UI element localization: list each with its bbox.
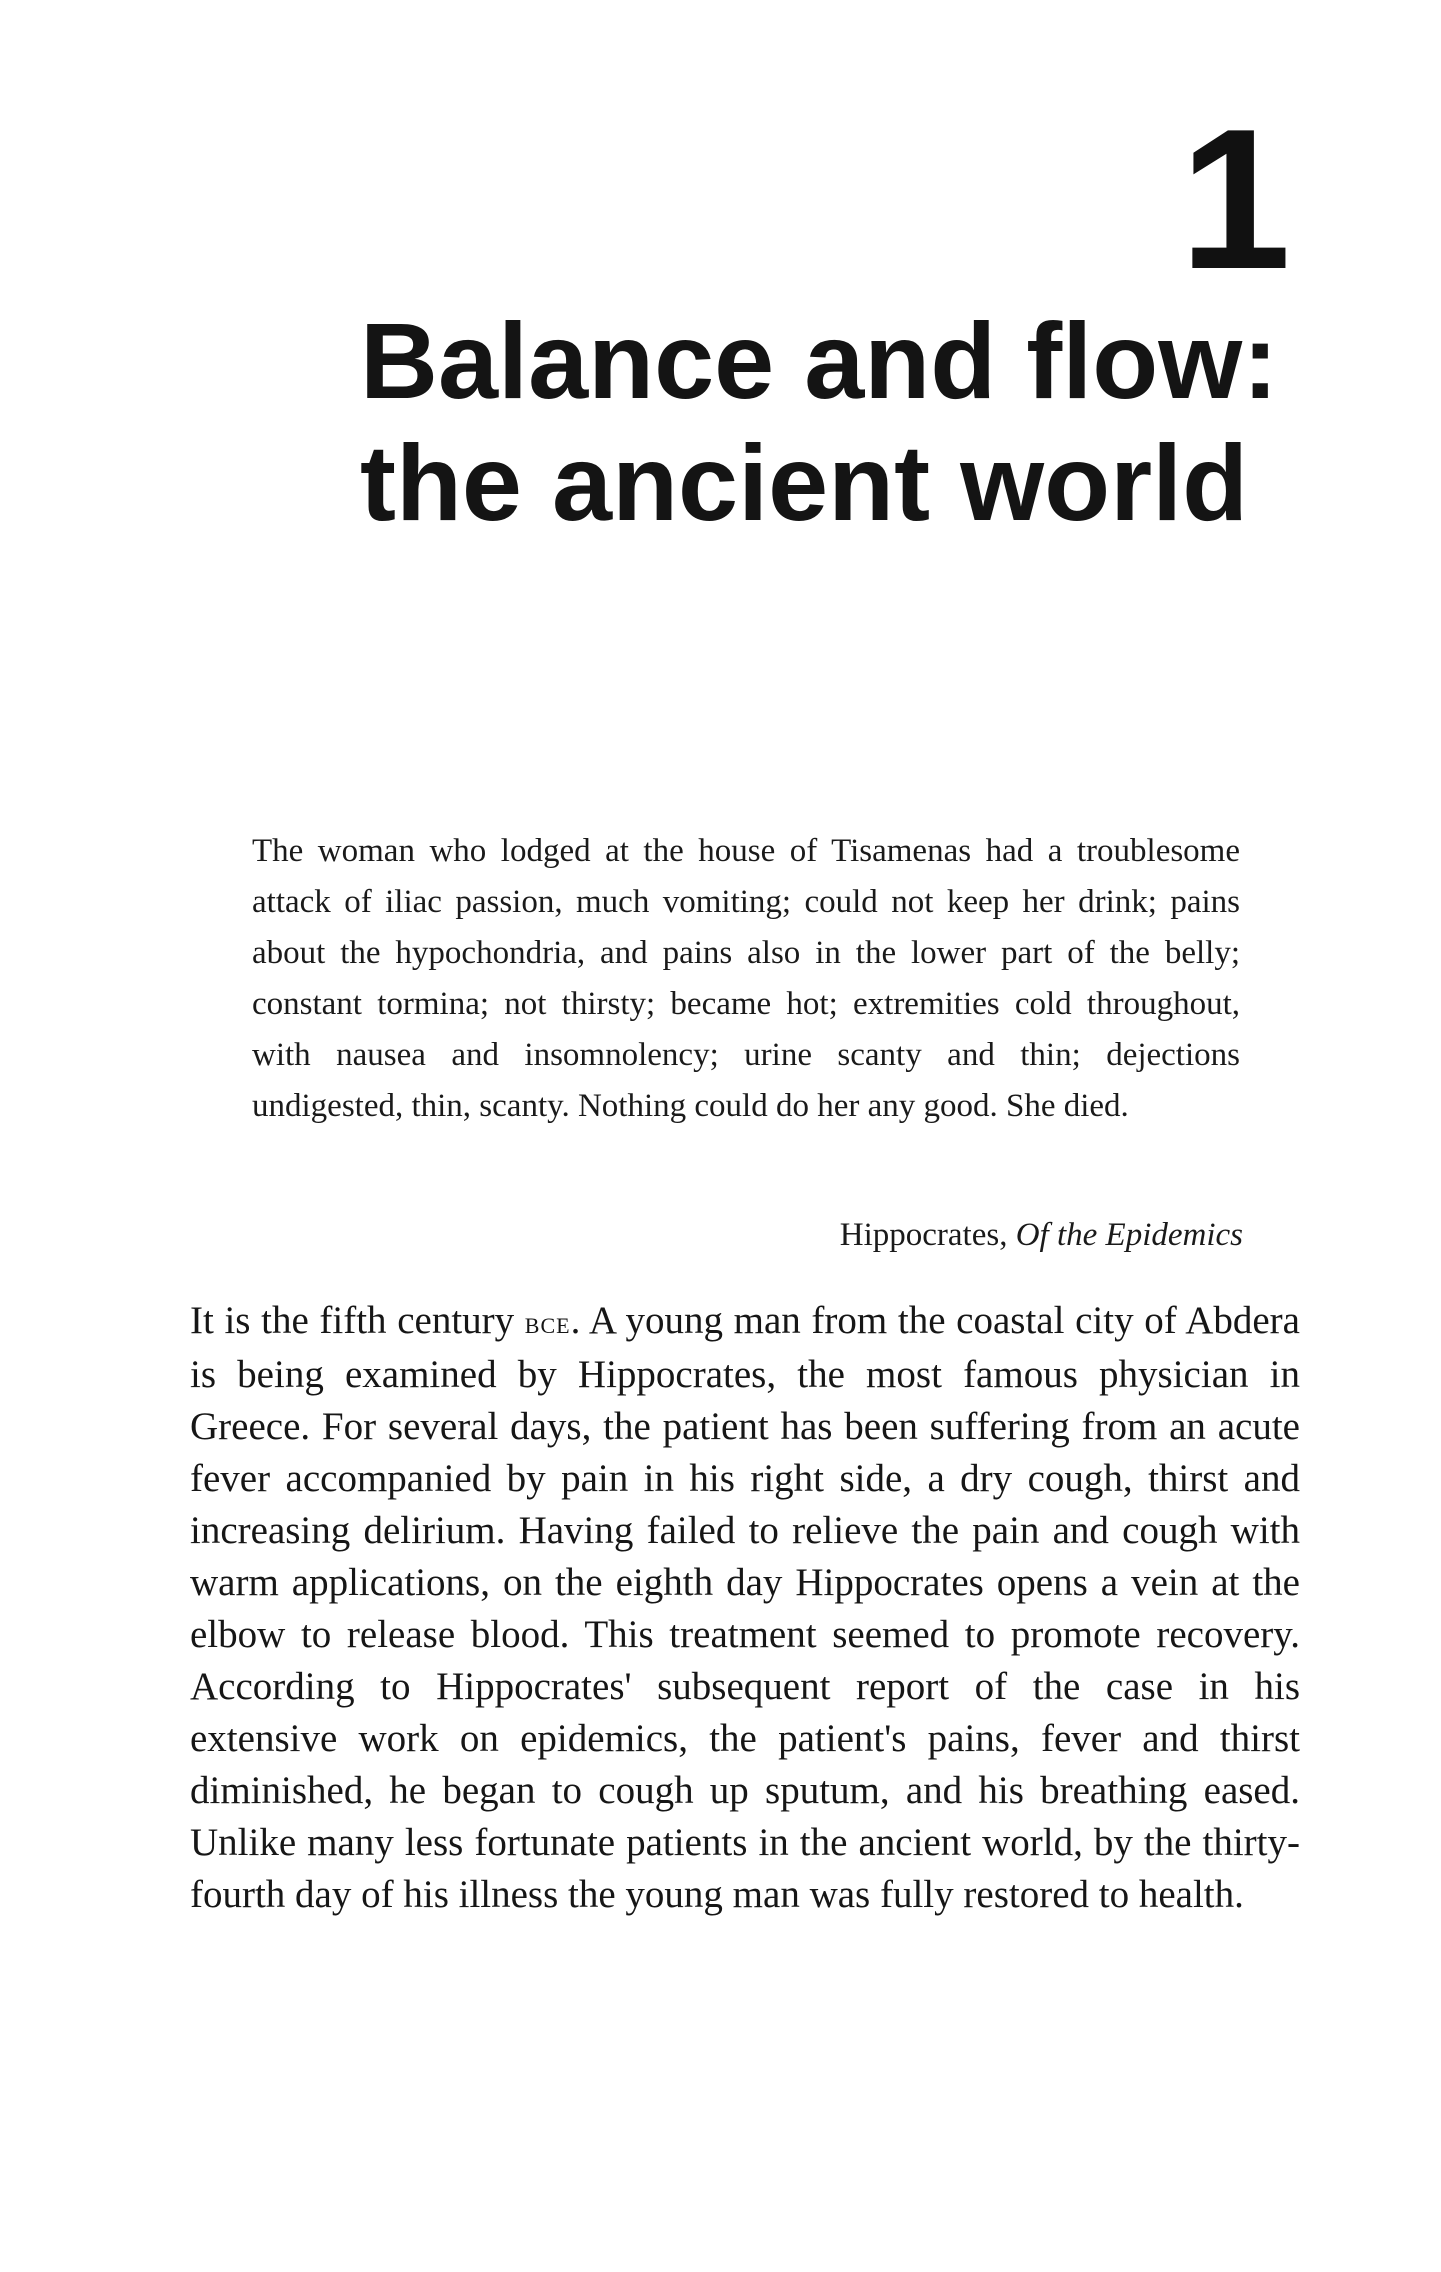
body-lead: It is the fifth century xyxy=(190,1299,525,1342)
body-text: . A young man from the coastal city of Abdera is being examined by Hippocrates, the most famous physician in Greece. For several days, the patient has been suffering from an acute fever accompanied by pain in his right side, a dry cough, thirst and increasing delirium. Having failed to relieve the pain and cough with warm applications, on the eighth day Hippocrates opens a vein at the elbow to release blood. This treatment seemed to promote recovery. According to Hippocrates' subsequent report of the case in his extensive work on epidemics, the patient's pains, fever and thirst diminished, he began to cough up sputum, and his breathing eased. Unlike many less fortunate patients in the ancient world, by the thirty-fourth day of his illness the young man was fully restored to health. xyxy=(190,1299,1300,1916)
chapter-number: 1 xyxy=(1179,88,1291,311)
epigraph-work-title: Of the Epidemics xyxy=(1015,1217,1243,1253)
epigraph-quote: The woman who lodged at the house of Tisamenas had a troublesome attack of iliac passion, much vomiting; could not keep her drink; pains about the hypochondria, and pains also in the lower part of the belly; constant tormina; not thirsty; became hot; extremities cold throughout, with nausea and insomnolency; urine scanty and thin; dejections undigested, thin, scanty. Nothing could do her any good. She died. xyxy=(252,833,1240,1124)
chapter-title-line-1: Balance and flow: xyxy=(360,300,1279,421)
body-paragraph xyxy=(190,1295,1300,1921)
chapter-title xyxy=(360,300,1320,544)
epigraph-author: Hippocrates, xyxy=(839,1217,1016,1253)
era-abbreviation: bce xyxy=(524,1305,571,1340)
epigraph-attribution xyxy=(840,1210,1243,1261)
chapter-title-line-2: the ancient world xyxy=(360,422,1249,543)
